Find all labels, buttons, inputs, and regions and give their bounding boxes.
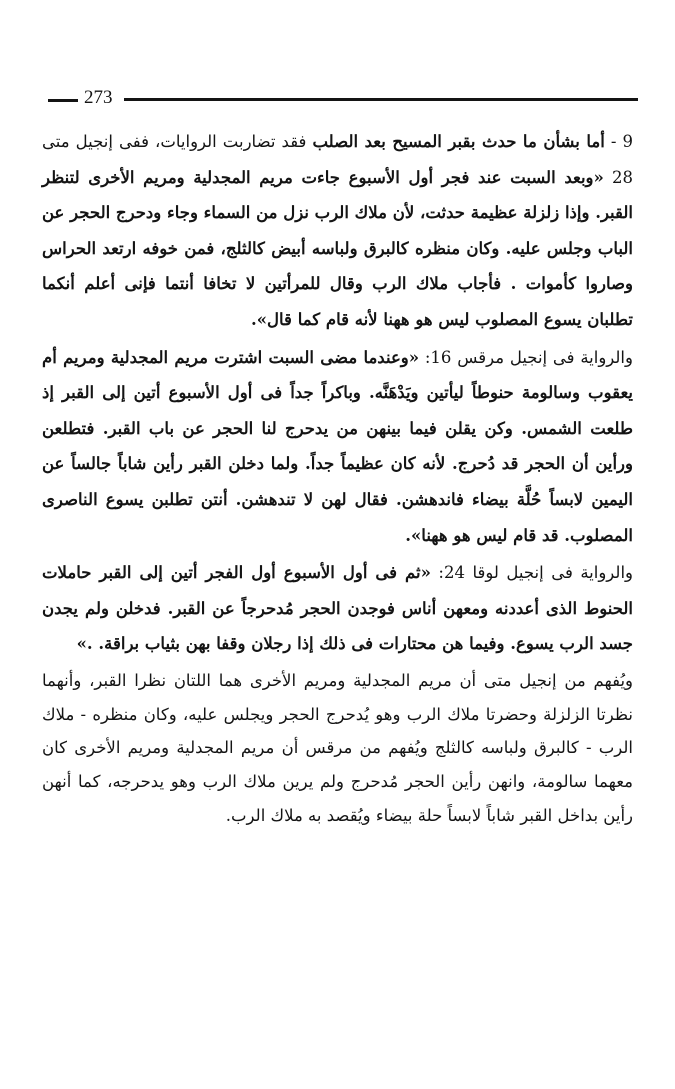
item-number: 9 - — [604, 132, 633, 151]
paragraph-luke — [42, 555, 633, 662]
plain-text: فقد تضاربت الروايات، ففى إنجيل متى 28 — [42, 132, 633, 187]
bold-intro: أما بشأن ما حدث بقبر المسيح بعد الصلب — [312, 132, 605, 151]
bold-quote: «وبعد السبت عند فجر أول الأسبوع جاءت مريم المجدلية ومريم الأخرى لتنظر القبر. وإذا زلزلة عظيمة حدثت، لأن ملاك الرب نزل من السماء وجاء ودحرج الحجر عن الباب وجلس عليه. وكان منظره كالبرق ولباسه أبيض كالثلج، فمن خوفه ارتعد الحراس وصاروا كأموات . فأجاب ملاك الرب وقال للمرأتين لا تخافا أنتما فإنى أعلم أنكما تطلبان يسوع المصلوب ليس هو ههنا لأنه قام كما قال». — [42, 167, 633, 329]
header-rule-right — [124, 98, 638, 101]
header-rule-left — [48, 99, 78, 102]
paragraph-commentary — [42, 664, 633, 833]
bold-quote: «ثم فى أول الأسبوع أول الفجر أتين إلى القبر حاملات الحنوط الذى أعددنه ومعهن أناس فوجدن الحجر مُدحرجاً عن القبر. فدخلن ولم يجدن جسد الرب يسوع. وفيما هن محتارات فى ذلك إذا رجلان وقفا بهن بثياب براقة. .» — [42, 563, 633, 654]
paragraph-mark — [42, 340, 633, 554]
page-header — [48, 84, 638, 114]
plain-text: والرواية فى إنجيل لوقا 24: — [430, 563, 633, 583]
paragraph-matthew — [42, 124, 633, 338]
plain-text: والرواية فى إنجيل مرقس 16: — [419, 347, 633, 367]
page-body — [42, 124, 633, 832]
bold-quote: «وعندما مضى السبت اشترت مريم المجدلية ومريم أم يعقوب وسالومة حنوطاً ليأتين ويَدْهَنَّه. وباكراً جداً فى أول الأسبوع أتين إلى القبر إذ طلعت الشمس. وكن يقلن فيما بينهن من يدحرج لنا الحجر عن باب القبر. فتطلعن ورأين أن الحجر قد دُحرج. لأنه كان عظيماً جداً. ولما دخلن القبر رأين شاباً جالساً عن اليمين لابساً حُلَّة بيضاء فاندهشن. فقال لهن لا تندهشن. أنتن تطلبن يسوع الناصرى المصلوب. قد قام ليس هو ههنا». — [42, 347, 633, 545]
page-number: 273 — [84, 87, 113, 108]
plain-text: ويُفهم من إنجيل متى أن مريم المجدلية ومريم الأخرى هما اللتان نظرا القبر، وأنهما نظرتا الزلزلة وحضرتا ملاك الرب وهو يُدحرج الحجر ويجلس عليه، وكان منظره - ملاك الرب - كالبرق ولباسه كالثلج ويُفهم من مرقس أن مريم المجدلية ومريم الأخرى كان معهما سالومة، وانهن رأين الحجر مُدحرج ولم يرين ملاك الرب وهو يدحرجه، كما أنهن رأين بداخل القبر شاباً لابساً حلة بيضاء ويُقصد به ملاك الرب. — [42, 670, 633, 825]
